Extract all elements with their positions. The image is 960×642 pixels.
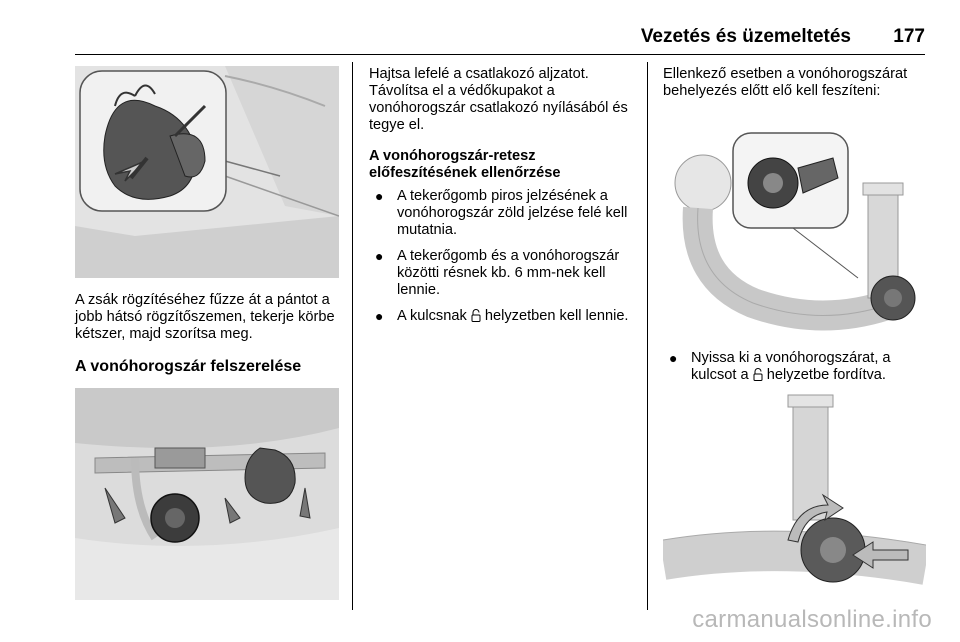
figure-knob-turning (663, 390, 926, 602)
column-right-bullets (663, 350, 928, 393)
bullet-icon: ● (669, 350, 678, 366)
list-item: ● A tekerőgomb és a vonóhorogszár közötti résnek kb. 6 mm-nek kell lennie. (375, 248, 620, 298)
list-item: ● A kulcsnak helyzetben kell lennie. (375, 308, 629, 324)
column-right-text (663, 66, 928, 100)
watermark: carmanualsonline.info (692, 606, 932, 633)
column-divider-right (647, 62, 648, 610)
bullet-icon: ● (375, 188, 384, 204)
figure-caption: A zsák rögzítéséhez fűzze át a pántot a jobb hátsó rögzítőszemen, tekerje körbe kétszer, majd szorítsa meg. (75, 292, 335, 342)
open-padlock-icon (471, 309, 481, 322)
bullet-icon: ● (375, 248, 384, 264)
bullet-icon: ● (375, 308, 384, 324)
section-heading-mounting: A vonóhorogszár felszerelése (75, 358, 302, 375)
figure-towbar-socket (75, 388, 339, 600)
trunk-bag-illustration (75, 66, 339, 278)
pretension-check-list (369, 188, 641, 325)
intro-paragraph: Ellenkező esetben a vonóhorogszárat behelyezés előtt elő kell feszíteni: (663, 66, 908, 99)
page-header (75, 24, 925, 55)
column-middle-text (369, 66, 641, 334)
page-number: 177 (893, 26, 925, 47)
list-item: ● Nyissa ki a vonóhorogszárat, a kulcsot a helyzetbe fordítva. (669, 350, 891, 383)
towbar-ball-illustration (663, 128, 926, 340)
knob-turning-illustration (663, 390, 926, 602)
page-title: Vezetés és üzemeltetés (640, 26, 851, 47)
column-left-text (75, 292, 345, 375)
open-towbar-list (663, 350, 928, 384)
towbar-socket-illustration (75, 388, 339, 600)
list-item: ● A tekerőgomb piros jelzésének a vonóhorogszár zöld jelzése felé kell mutatnia. (375, 188, 628, 238)
figure-trunk-bag (75, 66, 339, 278)
section-heading-pretension: A vonóhorogszár-retesz előfeszítésének ellenőrzése (369, 148, 561, 181)
intro-paragraph: Hajtsa lefelé a csatlakozó aljzatot. Távolítsa el a védőkupakot a vonóhorogszár csatlakozó nyílásából és tegye el. (369, 66, 628, 133)
open-padlock-icon (753, 368, 763, 381)
column-divider-left (352, 62, 353, 610)
figure-towbar-ball (663, 128, 926, 340)
